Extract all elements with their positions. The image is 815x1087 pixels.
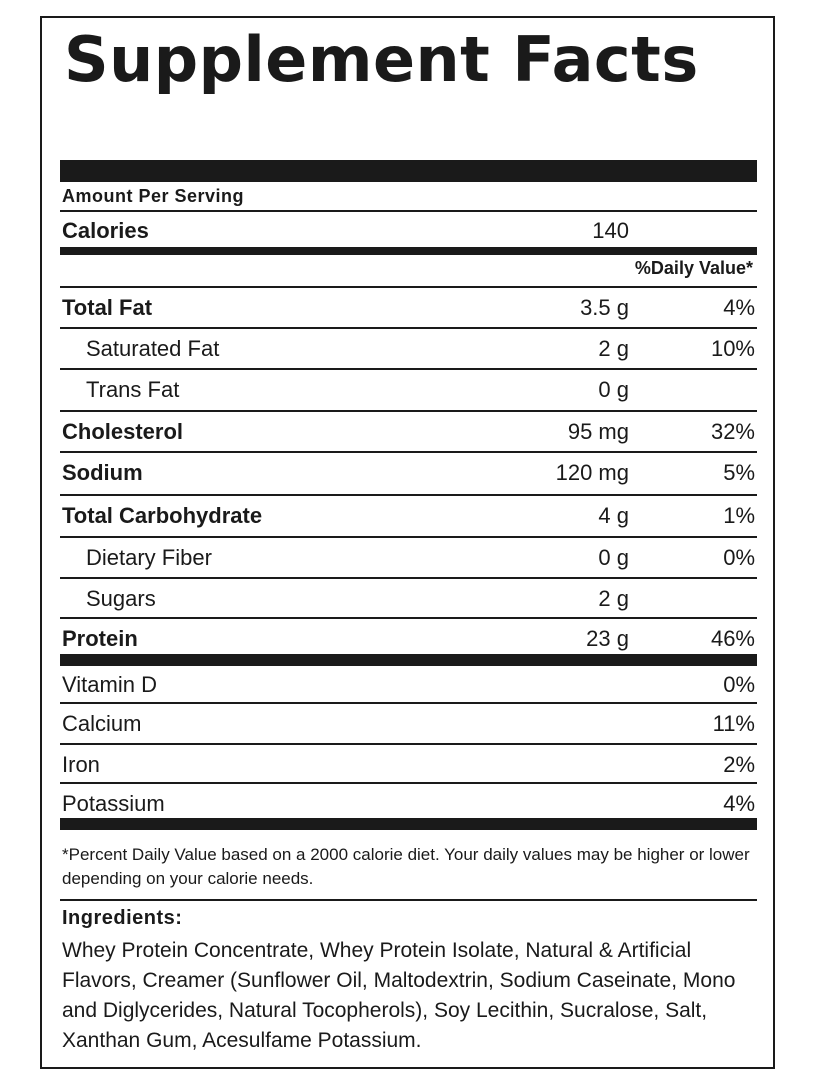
vitamin-name: Vitamin D (62, 672, 157, 697)
vitamin-name: Iron (62, 752, 100, 777)
panel-title: Supplement Facts (64, 23, 699, 96)
nutrient-amount: 23 g (586, 626, 629, 651)
nutrient-row (60, 288, 757, 328)
nutrient-daily-value: 5% (723, 460, 755, 485)
nutrient-row (60, 538, 757, 578)
daily-value-footnote: *Percent Daily Value based on a 2000 calorie diet. Your daily values may be higher or lower depending on your calorie needs. (62, 845, 750, 888)
nutrient-row (60, 579, 757, 619)
ingredients-list: Whey Protein Concentrate, Whey Protein Isolate, Natural & Artificial Flavors, Creamer (Sunflower Oil, Maltodextrin, Sodium Caseinate, Mono and Diglycerides, Natural Tocopherols), Soy Lecithin, Sucralose, Salt, Xanthan Gum, Acesulfame Potassium. (62, 939, 736, 1052)
nutrient-daily-value: 10% (710, 336, 755, 361)
calories-value: 140 (592, 218, 629, 243)
vitamin-daily-value: 4% (723, 791, 755, 816)
nutrient-row (60, 453, 757, 493)
nutrient-daily-value: 4% (723, 295, 755, 320)
daily-value-header: %Daily Value* (634, 258, 753, 278)
supplement-facts-panel (40, 16, 775, 1069)
nutrient-row (60, 412, 757, 452)
vitamin-row (60, 665, 757, 705)
thick-divider (60, 160, 757, 182)
nutrient-daily-value: 1% (723, 503, 755, 528)
nutrient-row (60, 329, 757, 369)
nutrient-name: Sugars (86, 586, 156, 611)
nutrient-row (60, 370, 757, 410)
nutrient-row (60, 496, 757, 536)
nutrient-name: Sodium (62, 460, 143, 485)
vitamin-row (60, 745, 757, 785)
vitamin-daily-value: 2% (723, 752, 755, 777)
nutrient-amount: 120 mg (555, 460, 629, 485)
nutrient-daily-value: 0% (723, 545, 755, 570)
nutrient-name: Protein (62, 626, 138, 651)
vitamin-daily-value: 0% (723, 672, 755, 697)
calories-label: Calories (62, 218, 149, 243)
divider (60, 899, 757, 901)
vitamin-name: Potassium (62, 791, 165, 816)
nutrient-amount: 2 g (598, 586, 629, 611)
nutrient-name: Saturated Fat (86, 336, 220, 361)
nutrient-name: Cholesterol (62, 419, 184, 444)
nutrient-daily-value: 32% (710, 419, 755, 444)
nutrient-amount: 4 g (598, 503, 629, 528)
thick-divider (60, 247, 757, 255)
vitamin-name: Calcium (62, 711, 142, 736)
nutrient-name: Dietary Fiber (86, 545, 212, 570)
nutrient-name: Total Carbohydrate (62, 503, 263, 528)
nutrient-amount: 0 g (598, 545, 629, 570)
thick-divider (60, 818, 757, 830)
nutrient-name: Trans Fat (86, 377, 180, 402)
nutrient-name: Total Fat (62, 295, 153, 320)
amount-per-serving-label: Amount Per Serving (62, 186, 245, 206)
calories-row (60, 211, 757, 251)
nutrient-row (60, 619, 757, 659)
nutrient-daily-value: 46% (710, 626, 755, 651)
nutrient-amount: 95 mg (567, 419, 629, 444)
nutrient-amount: 3.5 g (580, 295, 629, 320)
vitamin-row (60, 704, 757, 744)
ingredients-title: Ingredients: (62, 907, 183, 929)
nutrient-amount: 2 g (598, 336, 629, 361)
nutrient-amount: 0 g (598, 377, 629, 402)
vitamin-daily-value: 11% (712, 711, 755, 736)
